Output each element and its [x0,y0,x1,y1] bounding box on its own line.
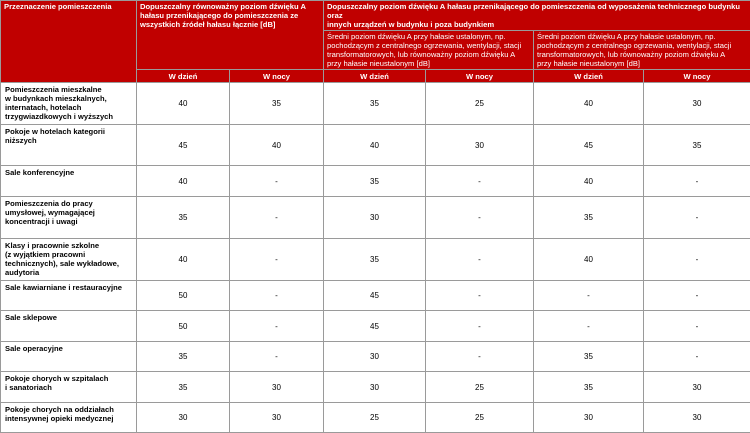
header-room-type: Przeznaczenie pomieszczenia [1,1,137,83]
table-row [1,83,750,125]
row-label: Pomieszczenia do pracy umysłowej, wymagającej koncentracji i uwagi [1,197,137,239]
table-row [1,311,750,342]
subheader-day-2: W dzień [324,70,426,83]
cell-night-equip-a: 25 [426,83,534,125]
cell-day-equip-b: 40 [534,166,644,197]
cell-night-equip-a: - [426,342,534,372]
cell-night-equip-a: - [426,197,534,239]
table-row [1,239,750,281]
header-steady-noise-a: Średni poziom dźwięku A przy hałasie ustalonym, np. pochodzącym z centralnego ogrzewania, wentylacji, stacji transformatorowych, lub równoważny poziom dźwięku A przy hałasie nieustalonym [dB] [324,31,534,70]
cell-night-equip-b: - [644,311,750,342]
row-label: Sale sklepowe [1,311,137,342]
cell-day-equip-a: 25 [324,403,426,433]
cell-day-total: 35 [137,197,230,239]
cell-day-equip-a: 45 [324,311,426,342]
cell-night-equip-b: - [644,166,750,197]
row-label: Pokoje w hotelach kategorii niższych [1,125,137,166]
row-label: Sale kawiarniane i restauracyjne [1,281,137,311]
subheader-day-3: W dzień [534,70,644,83]
cell-day-total: 40 [137,166,230,197]
header-total-noise: Dopuszczalny równoważny poziom dźwięku A hałasu przenikającego do pomieszczenia ze wszystkich źródeł hałasu łącznie [dB] [137,1,324,70]
cell-night-equip-b: - [644,239,750,281]
cell-day-equip-a: 30 [324,372,426,403]
cell-day-total: 40 [137,239,230,281]
cell-night-total: - [230,281,324,311]
table-row [1,403,750,433]
row-label: Klasy i pracownie szkolne (z wyjątkiem pracowni technicznych), sale wykładowe, audytoria [1,239,137,281]
row-label: Sale operacyjne [1,342,137,372]
cell-day-equip-b: 35 [534,342,644,372]
cell-day-equip-b: - [534,281,644,311]
cell-night-equip-b: - [644,197,750,239]
cell-day-equip-b: 35 [534,197,644,239]
cell-night-equip-a: 25 [426,403,534,433]
header-steady-noise-b: Średni poziom dźwięku A przy hałasie ustalonym, np. pochodzącym z centralnego ogrzewania, wentylacji, stacji transformatorowych, lub równoważny poziom dźwięku A przy hałasie nieustalonym [dB] [534,31,750,70]
cell-day-total: 50 [137,281,230,311]
cell-day-equip-b: 40 [534,239,644,281]
cell-night-total: - [230,166,324,197]
subheader-day-1: W dzień [137,70,230,83]
subheader-night-1: W nocy [230,70,324,83]
cell-night-equip-b: - [644,281,750,311]
cell-day-equip-b: 40 [534,83,644,125]
cell-day-equip-b: - [534,311,644,342]
cell-night-equip-a: - [426,281,534,311]
cell-day-equip-a: 35 [324,239,426,281]
cell-day-total: 45 [137,125,230,166]
cell-night-total: 30 [230,372,324,403]
row-label: Pokoje chorych na oddziałach intensywnej opieki medycznej [1,403,137,433]
cell-day-equip-a: 45 [324,281,426,311]
cell-night-equip-a: - [426,311,534,342]
table-row [1,166,750,197]
cell-day-equip-a: 35 [324,166,426,197]
cell-night-total: 40 [230,125,324,166]
cell-day-total: 35 [137,372,230,403]
cell-night-equip-b: 35 [644,125,750,166]
header-technical-equipment: Dopuszczalny poziom dźwięku A hałasu przenikającego do pomieszczenia od wyposażenia technicznego budynku oraz innych urządzeń w budynku i poza budynkiem [324,1,750,31]
cell-night-equip-b: 30 [644,83,750,125]
cell-night-total: 35 [230,83,324,125]
cell-night-total: - [230,239,324,281]
cell-night-total: 30 [230,403,324,433]
cell-night-equip-a: 25 [426,372,534,403]
table-row [1,125,750,166]
cell-day-equip-a: 35 [324,83,426,125]
cell-day-total: 35 [137,342,230,372]
cell-day-equip-b: 35 [534,372,644,403]
subheader-night-2: W nocy [426,70,534,83]
cell-day-total: 40 [137,83,230,125]
cell-night-equip-b: 30 [644,403,750,433]
subheader-night-3: W nocy [644,70,750,83]
cell-day-equip-b: 30 [534,403,644,433]
cell-night-total: - [230,311,324,342]
cell-night-total: - [230,342,324,372]
cell-night-total: - [230,197,324,239]
cell-night-equip-b: 30 [644,372,750,403]
cell-day-equip-a: 30 [324,342,426,372]
cell-day-total: 50 [137,311,230,342]
row-label: Pomieszczenia mieszkalne w budynkach mieszkalnych, internatach, hotelach trzygwiazdkowych i wyższych [1,83,137,125]
cell-day-equip-b: 45 [534,125,644,166]
cell-day-total: 30 [137,403,230,433]
cell-night-equip-a: - [426,239,534,281]
row-label: Sale konferencyjne [1,166,137,197]
table-row [1,197,750,239]
table-row [1,342,750,372]
table-row [1,372,750,403]
cell-day-equip-a: 30 [324,197,426,239]
table-row [1,281,750,311]
row-label: Pokoje chorych w szpitalach i sanatoriach [1,372,137,403]
cell-day-equip-a: 40 [324,125,426,166]
cell-night-equip-a: 30 [426,125,534,166]
cell-night-equip-a: - [426,166,534,197]
cell-night-equip-b: - [644,342,750,372]
